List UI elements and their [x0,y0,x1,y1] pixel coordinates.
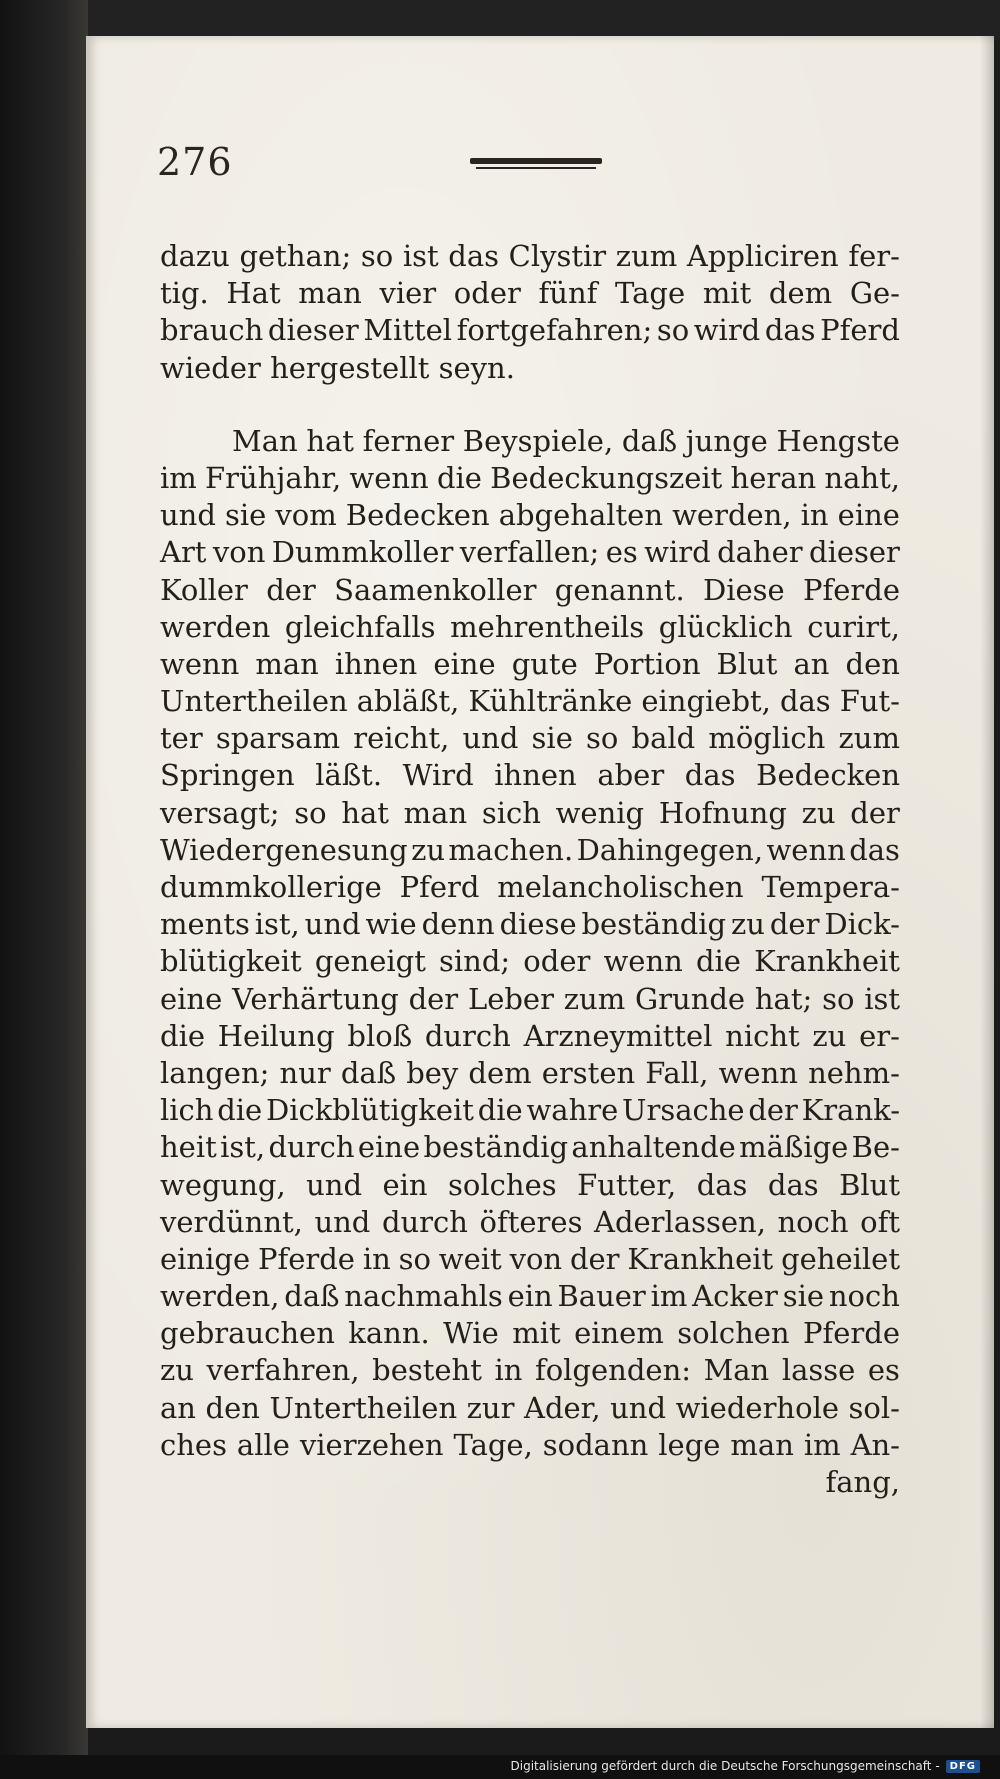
text-line: Koller der Saamenkoller genannt. Diese Pferde [160,572,900,607]
book-gutter [0,0,88,1779]
text-line: langen; nur daß bey dem ersten Fall, wenn nehm- [160,1055,900,1090]
header-ornament-thin-rule [476,167,596,169]
text-line: Springen läßt. Wird ihnen aber das Bedecken [160,758,900,793]
text-line: ments ist, und wie denn diese beständig zu der Dick- [160,907,900,942]
text-line: verdünnt, und durch öfteres Aderlassen, noch oft [160,1204,900,1239]
text-line: dazu gethan; so ist das Clystir zum Appliciren fer- [160,239,900,273]
text-line: Man hat ferner Beyspiele, daß junge Hengste [232,423,900,458]
page-edge-shadow [980,36,994,1728]
text-line: eine Verhärtung der Leber zum Grunde hat; so ist [160,981,900,1016]
catchword-line [160,1464,900,1501]
catchword: fang, [825,1465,900,1499]
paragraph-gap [160,387,900,423]
text-line: wieder hergestellt seyn. [160,350,515,385]
text-line: Art von Dummkoller verfallen; es wird daher dieser [160,535,900,570]
text-line: an den Untertheilen zur Ader, und wiederhole sol- [160,1390,900,1425]
text-line: einige Pferde in so weit von der Krankheit geheilet [160,1241,900,1276]
text-line: lich die Dickblütigkeit die wahre Ursache der Krank- [160,1093,900,1128]
text-line: brauch dieser Mittel fortgefahren; so wird das Pferd [160,313,900,348]
text-line: Untertheilen abläßt, Kühltränke eingiebt, das Fut- [160,684,900,719]
text-line: heit ist, durch eine beständig anhaltende mäßige Be- [160,1130,900,1165]
text-line: tig. Hat man vier oder fünf Tage mit dem Ge- [160,276,900,311]
credit-text: Digitalisierung gefördert durch die Deutsche Forschungsgemeinschaft - [510,1759,940,1773]
paragraph-2 [160,423,900,1464]
text-line: wenn man ihnen eine gute Portion Blut an den [160,646,900,681]
text-line: ter sparsam reicht, und sie so bald möglich zum [160,721,900,756]
header-ornament-rule [470,158,602,164]
text-line: die Heilung bloß durch Arzneymittel nicht zu er- [160,1018,900,1053]
text-line: wegung, und ein solches Futter, das das Blut [160,1167,900,1202]
text-line: werden, daß nachmahls ein Bauer im Acker sie noch [160,1279,900,1314]
text-line: Wiedergenesung zu machen. Dahingegen, wenn das [160,832,900,867]
text-line: versagt; so hat man sich wenig Hofnung zu der [160,795,900,830]
text-line: und sie vom Bedecken abgehalten werden, in eine [160,498,900,533]
text-line: blütigkeit geneigt sind; oder wenn die Krankheit [160,944,900,979]
page-number: 276 [157,140,233,184]
text-line: im Frühjahr, wenn die Bedeckungszeit heran naht, [160,460,900,495]
page-body-text [160,238,900,1501]
text-line: ches alle vierzehen Tage, sodann lege man im An- [160,1427,900,1462]
digitization-credit [511,1759,981,1773]
paragraph-1 [160,238,900,387]
dfg-logo: DFG [946,1760,980,1773]
text-line: gebrauchen kann. Wie mit einem solchen Pferde [160,1316,900,1351]
text-line: zu verfahren, besteht in folgenden: Man lasse es [160,1353,900,1388]
text-line: dummkollerige Pferd melancholischen Tempera- [160,870,900,904]
text-line: werden gleichfalls mehrentheils glücklich curirt, [160,609,900,644]
scan-top-edge [88,0,1000,40]
